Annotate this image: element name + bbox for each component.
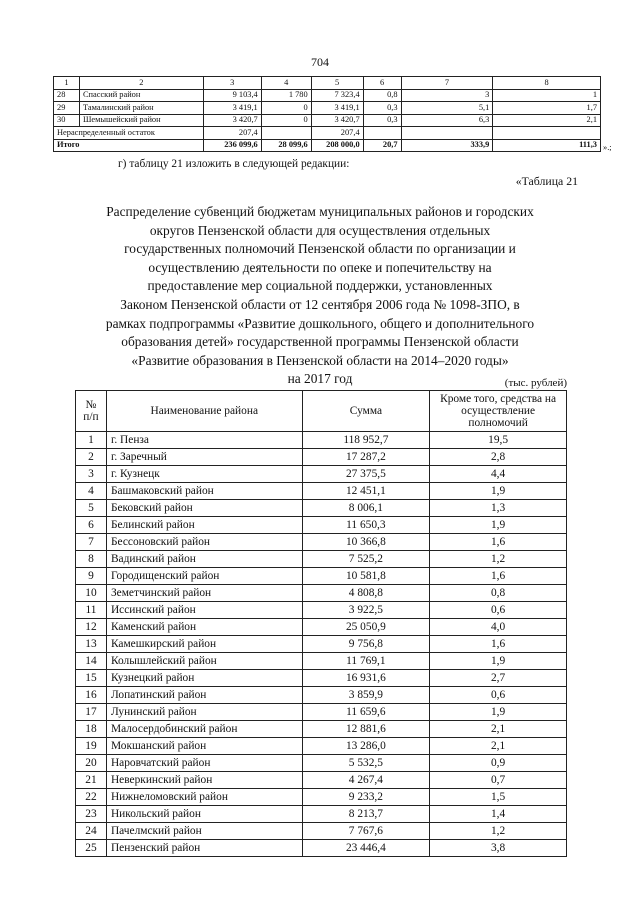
table-row: [76, 568, 567, 585]
cell-value: 0,3: [363, 114, 401, 127]
title-line: «Развитие образования в Пензенской области на 2014–2020 годы»: [131, 352, 509, 368]
extra-funds: 1,5: [430, 789, 567, 806]
title-line: Законом Пензенской области от 12 сентября 2006 года № 1098-ЗПО, в: [120, 296, 520, 312]
district-name: Лопатинский район: [106, 687, 302, 704]
header-extra: Кроме того, средства на осуществление полномочий: [430, 391, 567, 432]
subvention-sum: 10 366,8: [302, 534, 430, 551]
district-name: Бессоновский район: [106, 534, 302, 551]
cell-value: 1,7: [493, 102, 601, 115]
table-row: [54, 89, 601, 102]
row-number: 7: [76, 534, 107, 551]
row-number: 21: [76, 772, 107, 789]
extra-funds: 2,7: [430, 670, 567, 687]
subvention-sum: 11 769,1: [302, 653, 430, 670]
extra-funds: 1,6: [430, 534, 567, 551]
district-name: Пензенский район: [106, 840, 302, 857]
district-name: Городищенский район: [106, 568, 302, 585]
table-row: [54, 102, 601, 115]
table-row: [54, 114, 601, 127]
cell-value: 0: [261, 102, 311, 115]
cell-value: 207,4: [311, 127, 363, 140]
row-number: 1: [76, 432, 107, 449]
table-row: [76, 789, 567, 806]
subvention-sum: 8 006,1: [302, 500, 430, 517]
prev-header-cell: 1: [54, 77, 80, 90]
extra-funds: 1,3: [430, 500, 567, 517]
subvention-sum: 4 267,4: [302, 772, 430, 789]
table-row: [76, 466, 567, 483]
header-name: Наименование района: [106, 391, 302, 432]
prev-table-header-row: [54, 77, 601, 90]
table-row: [76, 772, 567, 789]
title-line: осуществлению деятельности по опеке и попечительству на: [148, 259, 492, 275]
row-number: 5: [76, 500, 107, 517]
subvention-sum: 27 375,5: [302, 466, 430, 483]
subvention-table: [75, 390, 567, 857]
district-name: Никольский район: [106, 806, 302, 823]
previous-table: [53, 76, 601, 152]
table-row: [76, 653, 567, 670]
table-row: [76, 585, 567, 602]
title-line: округов Пензенской области для осуществления отдельных: [149, 222, 491, 238]
district-name: Мокшанский район: [106, 738, 302, 755]
extra-funds: 1,4: [430, 806, 567, 823]
row-number: 6: [76, 517, 107, 534]
subvention-sum: 118 952,7: [302, 432, 430, 449]
row-number: 30: [54, 114, 80, 127]
cell-value: 111,3: [493, 139, 601, 152]
district-name: Вадинский район: [106, 551, 302, 568]
district-name: Пачелмский район: [106, 823, 302, 840]
title-line: образования детей» государственной программы Пензенской области: [121, 334, 519, 350]
units-note: (тыс. рублей): [504, 377, 567, 389]
title-line: государственных полномочий Пензенской области по организации и: [124, 241, 516, 257]
district-name: Камешкирский район: [106, 636, 302, 653]
subvention-sum: 8 213,7: [302, 806, 430, 823]
table-row: [76, 755, 567, 772]
extra-funds: 2,1: [430, 738, 567, 755]
district-name: Неверкинский район: [106, 772, 302, 789]
district-name: Бековский район: [106, 500, 302, 517]
extra-funds: 0,6: [430, 602, 567, 619]
empty-cell: [401, 127, 493, 140]
row-number: 4: [76, 483, 107, 500]
extra-funds: 4,4: [430, 466, 567, 483]
subvention-sum: 12 451,1: [302, 483, 430, 500]
cell-value: 7 323,4: [311, 89, 363, 102]
district-name: Шемышейский район: [79, 114, 203, 127]
district-name: Белинский район: [106, 517, 302, 534]
subvention-sum: 5 532,5: [302, 755, 430, 772]
row-number: 2: [76, 449, 107, 466]
extra-funds: 4,0: [430, 619, 567, 636]
subvention-sum: 12 881,6: [302, 721, 430, 738]
empty-cell: [363, 127, 401, 140]
extra-funds: 1,9: [430, 517, 567, 534]
prev-header-cell: 4: [261, 77, 311, 90]
subvention-sum: 3 859,9: [302, 687, 430, 704]
subvention-sum: 10 581,8: [302, 568, 430, 585]
empty-cell: [261, 127, 311, 140]
row-number: 11: [76, 602, 107, 619]
table-row: [76, 432, 567, 449]
table-title: [60, 203, 580, 389]
row-number: 25: [76, 840, 107, 857]
district-name: Иссинский район: [106, 602, 302, 619]
subvention-sum: 11 650,3: [302, 517, 430, 534]
district-name: г. Кузнецк: [106, 466, 302, 483]
table-row: [76, 534, 567, 551]
total-label: Итого: [54, 139, 204, 152]
row-number: 3: [76, 466, 107, 483]
cell-value: 0,3: [363, 102, 401, 115]
table-closing-mark: ».;: [603, 143, 612, 152]
empty-cell: [493, 127, 601, 140]
district-name: Нижнеломовский район: [106, 789, 302, 806]
extra-funds: 0,9: [430, 755, 567, 772]
row-number: 19: [76, 738, 107, 755]
row-number: 14: [76, 653, 107, 670]
table-row: [76, 517, 567, 534]
subvention-sum: 13 286,0: [302, 738, 430, 755]
unallocated-label: Нераспределенный остаток: [54, 127, 204, 140]
table-row: [76, 670, 567, 687]
extra-funds: 1,6: [430, 636, 567, 653]
table-row: [76, 687, 567, 704]
table-label: «Таблица 21: [515, 174, 578, 188]
cell-value: 207,4: [203, 127, 261, 140]
extra-funds: 0,7: [430, 772, 567, 789]
row-number: 29: [54, 102, 80, 115]
prev-header-cell: 2: [79, 77, 203, 90]
table-row: [76, 449, 567, 466]
extra-funds: 2,1: [430, 721, 567, 738]
prev-header-cell: 5: [311, 77, 363, 90]
total-row: [54, 139, 601, 152]
extra-funds: 0,8: [430, 585, 567, 602]
district-name: Лунинский район: [106, 704, 302, 721]
subvention-sum: 4 808,8: [302, 585, 430, 602]
cell-value: 1 780: [261, 89, 311, 102]
subvention-sum: 11 659,6: [302, 704, 430, 721]
row-number: 18: [76, 721, 107, 738]
extra-funds: 1,9: [430, 704, 567, 721]
row-number: 17: [76, 704, 107, 721]
cell-value: 3 420,7: [203, 114, 261, 127]
cell-value: 9 103,4: [203, 89, 261, 102]
row-number: 15: [76, 670, 107, 687]
subvention-sum: 7 767,6: [302, 823, 430, 840]
row-number: 9: [76, 568, 107, 585]
row-number: 24: [76, 823, 107, 840]
district-name: Тамалинский район: [79, 102, 203, 115]
table-row: [76, 840, 567, 857]
table-row: [76, 738, 567, 755]
row-number: 10: [76, 585, 107, 602]
district-name: г. Пенза: [106, 432, 302, 449]
title-line: Распределение субвенций бюджетам муниципальных районов и городских: [106, 204, 534, 219]
extra-funds: 1,2: [430, 551, 567, 568]
subvention-sum: 16 931,6: [302, 670, 430, 687]
table-row: [76, 551, 567, 568]
subvention-sum: 23 446,4: [302, 840, 430, 857]
district-name: Спасский район: [79, 89, 203, 102]
cell-value: 1: [493, 89, 601, 102]
cell-value: 3 419,1: [311, 102, 363, 115]
header-number: № п/п: [76, 391, 107, 432]
amendment-paragraph: г) таблицу 21 изложить в следующей редакции:: [118, 158, 350, 170]
cell-value: 208 000,0: [311, 139, 363, 152]
cell-value: 28 099,6: [261, 139, 311, 152]
district-name: Наровчатский район: [106, 755, 302, 772]
cell-value: 3 420,7: [311, 114, 363, 127]
cell-value: 333,9: [401, 139, 493, 152]
row-number: 12: [76, 619, 107, 636]
table-row: [76, 806, 567, 823]
row-number: 16: [76, 687, 107, 704]
cell-value: 3 419,1: [203, 102, 261, 115]
extra-funds: 3,8: [430, 840, 567, 857]
extra-funds: 1,9: [430, 653, 567, 670]
extra-funds: 19,5: [430, 432, 567, 449]
subvention-sum: 17 287,2: [302, 449, 430, 466]
title-line: предоставление мер социальной поддержки, установленных: [147, 278, 493, 294]
prev-header-cell: 8: [493, 77, 601, 90]
district-name: Земетчинский район: [106, 585, 302, 602]
table-row: [76, 619, 567, 636]
district-name: Колышлейский район: [106, 653, 302, 670]
prev-header-cell: 3: [203, 77, 261, 90]
extra-funds: 0,6: [430, 687, 567, 704]
extra-funds: 2,8: [430, 449, 567, 466]
cell-value: 3: [401, 89, 493, 102]
district-name: Башмаковский район: [106, 483, 302, 500]
table-row: [76, 704, 567, 721]
table-row: [76, 483, 567, 500]
cell-value: 0,8: [363, 89, 401, 102]
page-number: 704: [311, 55, 329, 69]
extra-funds: 1,6: [430, 568, 567, 585]
prev-header-cell: 7: [401, 77, 493, 90]
cell-value: 20,7: [363, 139, 401, 152]
table-row: [76, 721, 567, 738]
row-number: 22: [76, 789, 107, 806]
table-row: [76, 602, 567, 619]
subvention-sum: 3 922,5: [302, 602, 430, 619]
district-name: Кузнецкий район: [106, 670, 302, 687]
prev-header-cell: 6: [363, 77, 401, 90]
title-line: на 2017 год: [287, 371, 353, 387]
table-row: [76, 823, 567, 840]
cell-value: 236 099,6: [203, 139, 261, 152]
cell-value: 5,1: [401, 102, 493, 115]
row-number: 8: [76, 551, 107, 568]
row-number: 13: [76, 636, 107, 653]
table-row: [76, 636, 567, 653]
cell-value: 0: [261, 114, 311, 127]
unallocated-row: [54, 127, 601, 140]
row-number: 23: [76, 806, 107, 823]
table-header-row: [76, 391, 567, 432]
subvention-sum: 25 050,9: [302, 619, 430, 636]
extra-funds: 1,9: [430, 483, 567, 500]
district-name: Малосердобинский район: [106, 721, 302, 738]
header-sum: Сумма: [302, 391, 430, 432]
extra-funds: 1,2: [430, 823, 567, 840]
row-number: 20: [76, 755, 107, 772]
title-line: рамках подпрограммы «Развитие дошкольного, общего и дополнительного: [105, 315, 535, 331]
subvention-sum: 7 525,2: [302, 551, 430, 568]
district-name: г. Заречный: [106, 449, 302, 466]
cell-value: 2,1: [493, 114, 601, 127]
cell-value: 6,3: [401, 114, 493, 127]
row-number: 28: [54, 89, 80, 102]
subvention-sum: 9 233,2: [302, 789, 430, 806]
table-row: [76, 500, 567, 517]
subvention-sum: 9 756,8: [302, 636, 430, 653]
district-name: Каменский район: [106, 619, 302, 636]
